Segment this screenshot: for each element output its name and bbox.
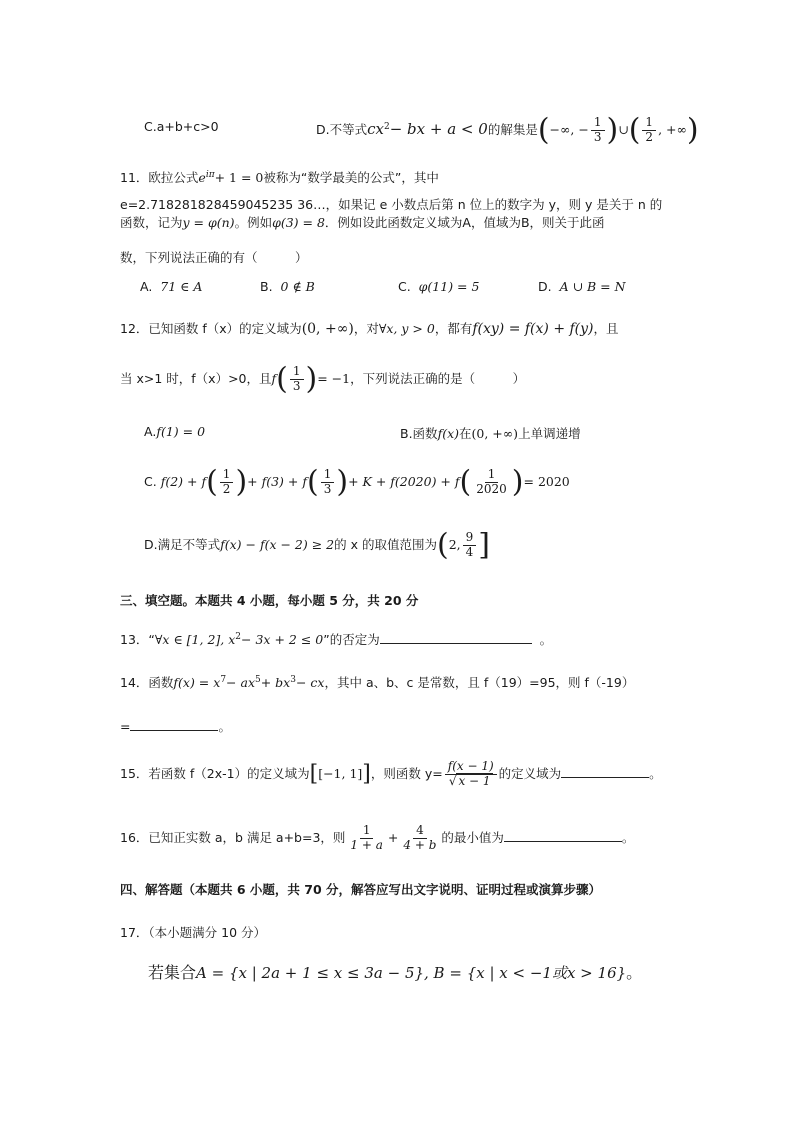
q12-option-b: B.函数f(x)在(0, +∞)上单调递增 bbox=[400, 426, 581, 441]
q12-option-d: D.满足不等式f(x) − f(x − 2) ≥ 2的 x 的取值范围为(2, $\frac{9}{4}$ ] bbox=[144, 527, 491, 563]
q17-body: 若集合A = {x | 2a + 1 ≤ x ≤ 3a − 5}, B = {x | x < −1或x > 16}。 bbox=[148, 963, 643, 982]
q11-option-a: A. 71 ∈ A bbox=[140, 279, 203, 294]
q10-option-c: C.a+b+c>0 bbox=[144, 119, 219, 134]
q11-option-c: C. φ(11) = 5 bbox=[398, 279, 480, 294]
q10-tail bbox=[144, 110, 219, 144]
q17-title: 17．（本小题满分 10 分） bbox=[120, 925, 267, 940]
q14-line2: = 。 bbox=[120, 719, 231, 734]
q14-line1: 14．函数$f(x) = x^7- ax^5+ bx^3-$ cx，其中 a、b、c 是常数，且 f（19）=95，则 f（-19） bbox=[120, 674, 635, 690]
q15-answer-blank bbox=[561, 765, 649, 778]
q12-option-c: C. f(2) + f( $\frac{1}{2}$ )+ f(3) + f( $\frac{1}{3}$ )+ K + f(2020) + f( $\frac{1}{2020}$ )= 2020 bbox=[144, 464, 570, 500]
q14-answer-blank bbox=[130, 718, 218, 731]
q10-option-d: D.不等式$cx^2-$ bx + a < 0的解集是(−∞, − $\frac{1}{3}$ )∪( $\frac{1}{2}$ , +∞) bbox=[316, 112, 699, 148]
q11-options bbox=[140, 279, 626, 294]
q11-option-d: D. A ∪ B = N bbox=[538, 279, 626, 294]
q10-d-prefix: D.不等式 bbox=[316, 122, 368, 138]
section-3-heading: 三、填空题。本题共 4 小题，每小题 5 分，共 20 分 bbox=[120, 593, 419, 608]
section-4-heading: 四、解答题（本题共 6 小题，共 70 分，解答应写出文字说明、证明过程或演算步骤） bbox=[120, 882, 602, 897]
q12-option-a: A.f(1) = 0 bbox=[144, 424, 206, 439]
q12-line1: 12．已知函数 f（x）的定义域为(0, +∞)，对∀x, y > 0，都有f(xy) = f(x) + f(y)，且 bbox=[120, 321, 619, 337]
q11-line4: 数，下列说法正确的有（ ） bbox=[120, 250, 308, 265]
q13: 13．“∀x ∈ [1, 2], $x^2- 3x + 2 \le 0$”的否定为 。 bbox=[120, 631, 553, 647]
fraction-one-half: $\frac{1}{2}$ bbox=[642, 116, 656, 145]
q11-line2: e=2.718281828459045235 36…，如果记 e 小数点后第 n 位上的数字为 y，则 y 是关于 n 的 bbox=[120, 197, 663, 212]
q11-option-b: B. 0 ∉ B bbox=[260, 279, 315, 294]
fraction-one-third: $\frac{1}{3}$ bbox=[591, 116, 605, 145]
q13-answer-blank bbox=[380, 631, 532, 644]
q15: 15．若函数 f（2x-1）的定义域为[[−1, 1]]，则函数 y= $\frac{f(x - 1)}{√ x - 1}$ 的定义域为 。 bbox=[120, 759, 662, 788]
q12-line2: 当 x>1 时，f（x）>0，且f( $\frac{1}{3}$ )= −1，下列说法正确的是（ ） bbox=[120, 361, 526, 397]
q11-line3: 函数，记为y = φ(n)。例如φ(3) = 8．例如设此函数定义域为A，值域为B，则关于此函 bbox=[120, 215, 605, 230]
q16: 16．已知正实数 a，b 满足 a+b=3，则 $\frac{1}{1 + a}$ + $\frac{4}{4 + b}$ 的最小值为 。 bbox=[120, 823, 635, 852]
q16-answer-blank bbox=[504, 829, 622, 842]
q11-line1: 11．欧拉公式$e^{i\pi}+ 1 = 0$被称为“数学最美的公式”，其中 bbox=[120, 169, 439, 185]
